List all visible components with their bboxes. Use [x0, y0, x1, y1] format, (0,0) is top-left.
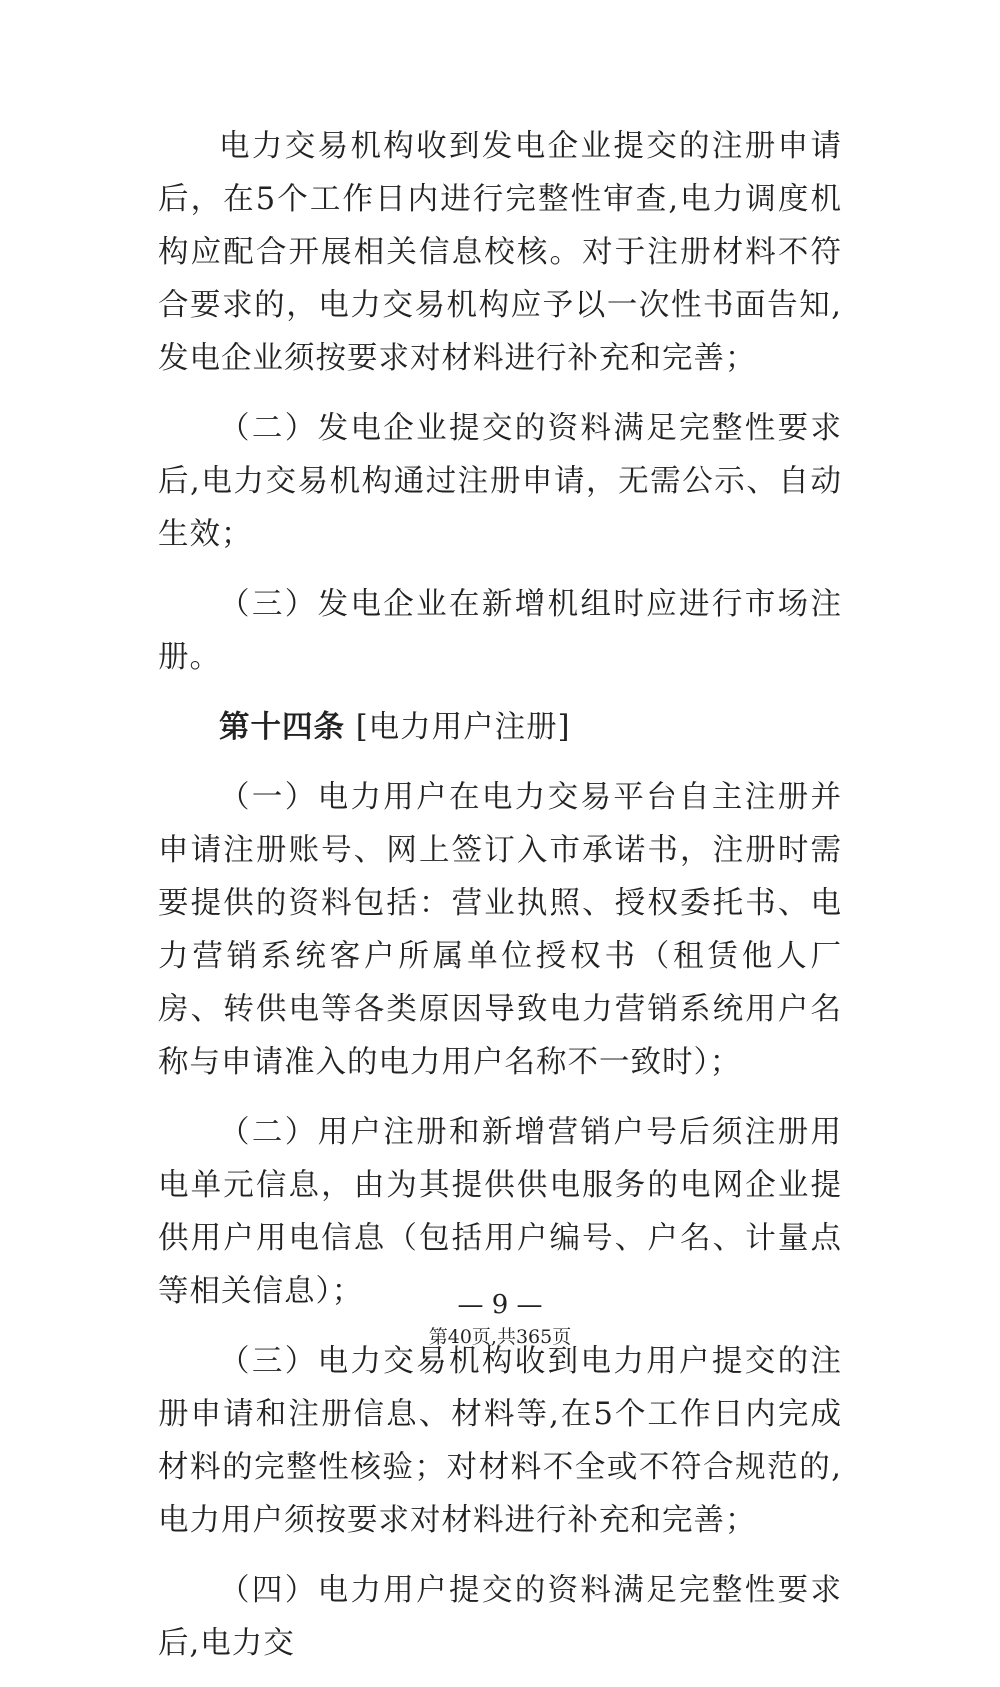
paragraph: （二）发电企业提交的资料满足完整性要求后,电力交易机构通过注册申请，无需公示、自动生效； — [158, 411, 842, 552]
paragraph: （三）电力交易机构收到电力用户提交的注册申请和注册信息、材料等,在5个工作日内完成材料的完整性核验；对材料不全或不符合规范的,电力用户须按要求对材料进行补充和完善； — [158, 1344, 842, 1538]
article-title: [电力用户注册] — [345, 710, 571, 745]
paragraph: （四）电力用户提交的资料满足完整性要求后,电力交 — [158, 1573, 842, 1661]
page-number: — 9 — — [457, 1290, 543, 1320]
paragraph: （二）用户注册和新增营销户号后须注册用电单元信息，由为其提供供电服务的电网企业提供用户用电信息（包括用户编号、户名、计量点等相关信息）； — [158, 1115, 842, 1309]
article-heading — [158, 701, 842, 754]
paragraph: 电力交易机构收到发电企业提交的注册申请后，在5个工作日内进行完整性审查,电力调度机构应配合开展相关信息校核。对于注册材料不符合要求的，电力交易机构应予以一次性书面告知,发电企业须按要求对材料进行补充和完善； — [158, 129, 842, 376]
paragraph: （一）电力用户在电力交易平台自主注册并申请注册账号、网上签订入市承诺书，注册时需要提供的资料包括：营业执照、授权委托书、电力营销系统客户所属单位授权书（租赁他人厂房、转供电等各类原因导致电力营销系统用户名称与申请准入的电力用户名称不一致时）； — [158, 780, 842, 1080]
page-count: 第40页,共365页 — [428, 1326, 572, 1348]
document-body — [158, 120, 842, 1687]
article-number: 第十四条 — [219, 709, 345, 745]
paragraph: （三）发电企业在新增机组时应进行市场注册。 — [158, 587, 842, 675]
